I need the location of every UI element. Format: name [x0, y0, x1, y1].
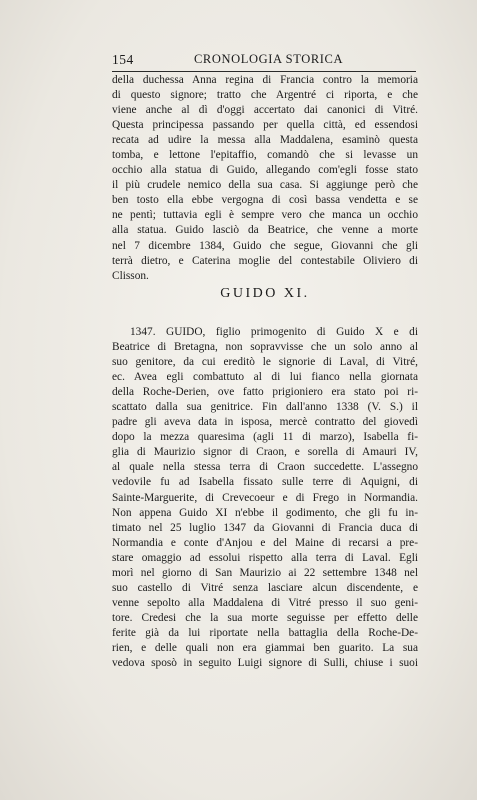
text-line: suo genitore, da cui ereditò le signorie di Laval, di Vitré,	[112, 356, 418, 369]
text-line: Sainte-Marguerite, di Crevecoeur e di Frego in Normandia.	[112, 491, 418, 504]
text-line: Normandia e conte d'Anjou e del Maine di recarsi a pre-	[112, 536, 418, 549]
text-line: Beatrice di Bretagna, non sopravvisse che un solo anno al	[112, 341, 418, 354]
text-line: recata ad udire la messa alla Maddalena, esaminò questa	[112, 134, 418, 147]
text-line: il più crudele nemico della sua casa. Si aggiunge però che	[112, 179, 418, 192]
text-line: morì nel giorno di San Maurizio ai 22 settembre 1348 nel	[112, 566, 418, 579]
text-line: terrà dietro, e Caterina moglie del contestabile Oliviero di	[112, 254, 418, 267]
section-title: GUIDO XI.	[220, 286, 310, 301]
text-line: suo castello di Vitré senza lasciare alcun discendente, e	[112, 581, 418, 594]
text-line: occhio alla statua di Guido, allegando com'egli fosse stato	[112, 164, 418, 177]
text-line: scattato dalla sua genitrice. Fin dall'anno 1338 (V. S.) il	[112, 401, 418, 414]
text-line: venne sepolto alla Maddalena di Vitré presso il suo geni-	[112, 596, 418, 609]
header-rule	[112, 71, 416, 72]
text-line: tore. Credesi che la sua morte seguisse per effetto delle	[112, 611, 418, 624]
running-head: CRONOLOGIA STORICA	[194, 52, 344, 66]
page-header	[112, 52, 416, 70]
text-line: glia di Maurizio signor di Craon, e sorella di Amauri IV,	[112, 446, 418, 459]
text-block-continued	[112, 73, 418, 284]
text-line: Questa principessa passando per quella città, ed essendosi	[112, 119, 418, 132]
text-line: padre gli aveva data in isposa, mercè contratto del giovedì	[112, 416, 418, 429]
text-line: tomba, e lettone l'epitaffio, comandò che si levasse un	[112, 149, 418, 162]
text-line: timato nel 25 luglio 1347 da Giovanni di Francia duca di	[112, 521, 418, 534]
page-number: 154	[112, 52, 134, 67]
text-line: stare omaggio ad essolui rispetto alla terra di Laval. Egli	[112, 551, 418, 564]
text-line: vedova sposò in seguito Luigi signore di Sulli, chiuse i suoi	[112, 657, 418, 670]
text-line: ne pentì; tuttavia egli è sempre vero che manca un occhio	[112, 209, 418, 222]
text-line: dopo la mezza quaresima (agli 11 di marzo), Isabella fi-	[112, 431, 418, 444]
text-line: Non appena Guido XI n'ebbe il godimento, che gli fu in-	[112, 506, 418, 519]
text-line: vedovile fu ad Isabella fissato sulle terre di Aquigni, di	[112, 476, 418, 489]
text-line: ferite già da lui riportate nella battaglia della Roche-De-	[112, 626, 418, 639]
text-line: 1347. GUIDO, figlio primogenito di Guido X e di	[130, 326, 418, 338]
text-line: nel 7 dicembre 1384, Guido che segue, Giovanni che gli	[112, 239, 418, 252]
text-line: viene anche al dì d'oggi accertato dai canonici di Vitré.	[112, 104, 418, 117]
text-line: al quale nella stessa terra di Craon succedette. L'assegno	[112, 461, 418, 474]
text-line: alla statua. Guido lasciò da Beatrice, che venne a morte	[112, 224, 418, 237]
text-line: ben tosto ella ebbe vergogna di così bassa vendetta e se	[112, 194, 418, 207]
text-line: rien, e delle quali non era giammai ben guarito. La sua	[112, 641, 418, 654]
text-line: della Roche-Derien, ove fatto prigioniero era stato poi ri-	[112, 386, 418, 399]
text-block-guido-xi	[112, 325, 418, 671]
text-line: della duchessa Anna regina di Francia contro la memoria	[112, 74, 418, 86]
text-line: di questo signore; tratto che Argentré ci riporta, e che	[112, 89, 418, 102]
text-line: Clisson.	[112, 269, 149, 282]
text-line: ec. Avea egli combattuto al di lui fianco nella giornata	[112, 371, 418, 384]
